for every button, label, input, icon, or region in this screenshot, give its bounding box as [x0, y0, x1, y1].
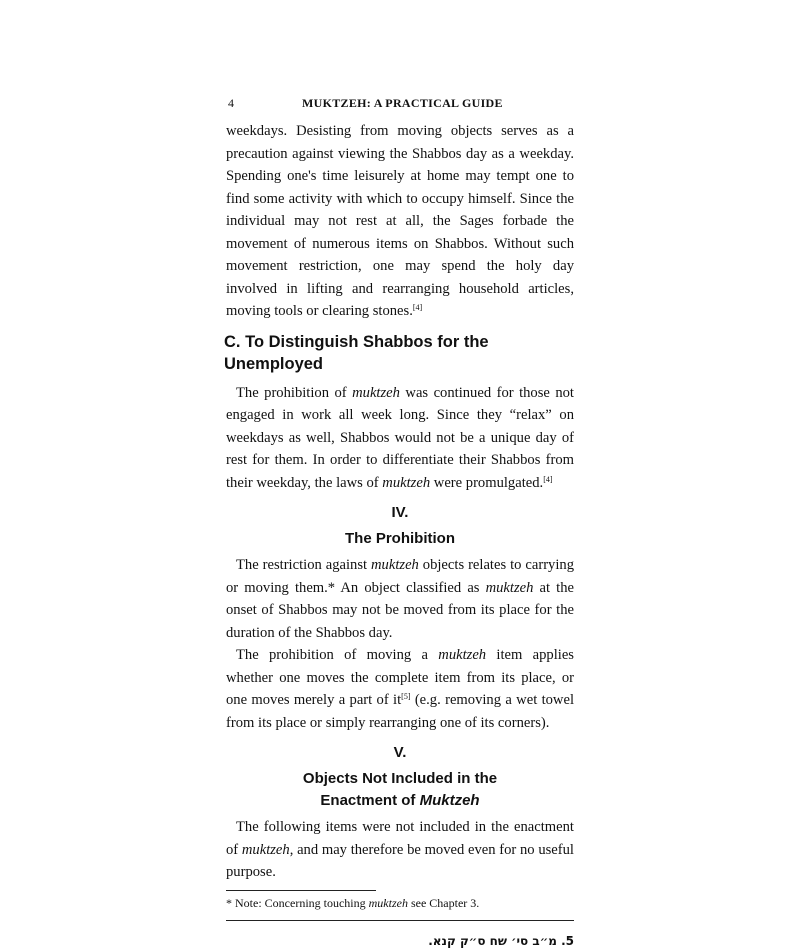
page-header	[226, 88, 574, 110]
book-page	[226, 88, 574, 949]
paragraph-following-items: The following items were not included in the enactment of muktzeh, and may therefore be moved even for no useful purpose.	[226, 819, 574, 880]
paragraph-moving-part: The prohibition of moving a muktzeh item applies whether one moves the complete item from its place, or one moves merely a part of it[5] (e.g. removing a wet towel from its place or simply rearranging one of its corners).	[226, 647, 575, 731]
source-divider	[226, 920, 574, 921]
hebrew-source-note: 5. מ״ב סי׳ שח ס״ק קנא.	[428, 933, 574, 948]
page-body	[226, 120, 574, 949]
paragraph-restriction: The restriction against muktzeh objects relates to carrying or moving them.* An object classified as muktzeh at the onset of Shabbos may not be moved from its place for the duration of the Shabbos day.	[226, 557, 574, 641]
section-title-prohibition: The Prohibition	[345, 530, 455, 547]
section-title-objects: Objects Not Included in the Enactment of Muktzeh	[302, 770, 498, 809]
section-heading-c: C. To Distinguish Shabbos for the Unemployed	[224, 332, 489, 373]
footnote-ref: [4]	[412, 303, 423, 312]
running-title: MUKTZEH: A PRACTICAL GUIDE	[302, 96, 503, 110]
footnote-note: * Note: Concerning touching muktzeh see Chapter 3.	[226, 895, 480, 910]
footnote-divider	[226, 890, 376, 891]
section-numeral-iv: IV.	[391, 504, 409, 521]
section-numeral-v: V.	[393, 744, 407, 761]
footnote-ref: [5]	[401, 692, 411, 701]
paragraph-weekdays: weekdays. Desisting from moving objects serves as a precaution against viewing the Shabbos day as a weekday. Spending one's time leisurely at home may tempt one to find some activity with which to occupy himself. Since the individual may not rest at all, the Sages forbade the movement of numerous items on Shabbos. Without such movement restriction, one may spend the holy day involved in lifting and rearranging household articles, moving tools or clearing stones.[4]	[226, 123, 574, 319]
page-number: 4	[228, 96, 235, 110]
footnote-ref: [4]	[543, 474, 553, 484]
paragraph-unemployed: The prohibition of muktzeh was continued for those not engaged in work all week long. Since they “relax” on weekdays as well, Shabbos would not be a unique day of rest for them. In order to differentiate their Shabbos from their weekday, the laws of muktzeh were promulgated.[4]	[226, 384, 574, 491]
